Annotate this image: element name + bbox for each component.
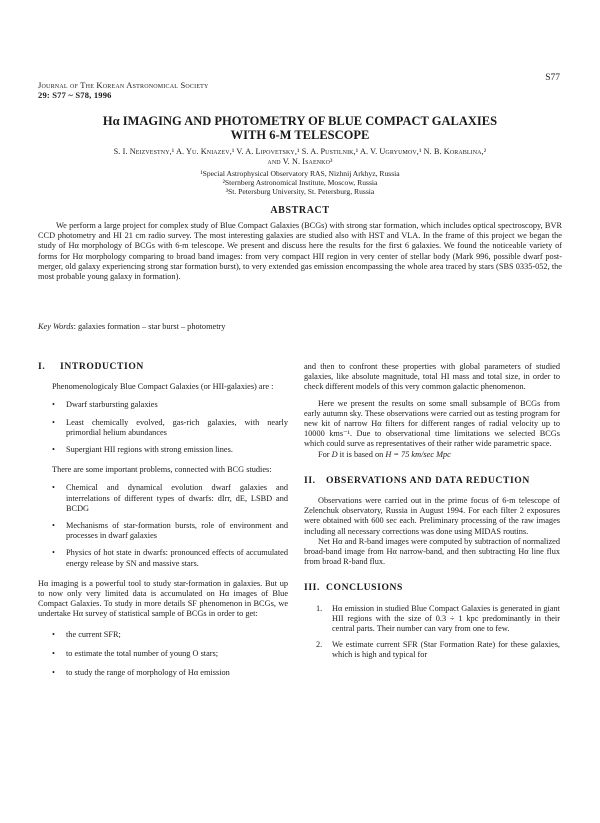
keywords: [38, 322, 225, 331]
list-item: 2. We estimate current SFR (Star Formation Rate) for these galaxies, which is high and typical for: [316, 640, 560, 660]
list-item: • Supergiant HII regions with strong emission lines.: [52, 445, 233, 455]
list-item: • to study the range of morphology of Hα emission: [52, 668, 230, 678]
keywords-label: Key Words: [38, 322, 74, 331]
affiliation: ¹Special Astrophysical Observatory RAS, Nizhnij Arkhyz, Russia: [200, 169, 400, 178]
bullet-list: [38, 483, 288, 568]
paragraph: and then to confront these properties with global parameters of studied galaxies, like absolute magnitude, total HI mass and total size, in order to check different models of this very common galactic phenomenon.: [304, 362, 560, 392]
paragraph: Hα imaging is a powerful tool to study star-formation in galaxies. But up to now only very limited data is accumulated on Hα images of Blue Compact Galaxies. To study in more details SF phenomenon in BCGs, we undertake Hα survey of statistical sample of BCGs in order to get:: [38, 578, 288, 619]
abstract-text: We perform a large project for complex study of Blue Compact Galaxies (BCGs) with strong star formation, which includes optical spectroscopy, BVR CCD photometry and HI 21 cm radio survey. The most interesting galaxies are studied also with HST and VLA. In the frame of this project we began the study of Hα morphology of BCGs with 6-m telescope. We present and discuss here the results for the first 6 galaxies. We found the noticeable variety of forms for Hα morphology comparing to broad band images: from very compact HII region in very center of stellar body (Mark 996, possible dwarf post-merger, old galaxy experiencing strong star formation burst), to very extended gas emission encompassing the whole area traced by stars (SBS 0335-052, the most probable young galaxy in formation).: [38, 221, 562, 282]
paper-title: Hα IMAGING AND PHOTOMETRY OF BLUE COMPACT GALAXIES WITH 6-M TELESCOPE: [102, 114, 498, 142]
section-heading-observations: II. OBSERVATIONS AND DATA REDUCTION: [304, 474, 530, 486]
list-item: • Dwarf starbursting galaxies: [52, 400, 158, 410]
author-list: S. I. Neizvestny,¹ A. Yu. Kniazev,¹ V. A. Lipovetsky,¹ S. A. Pustilnik,¹ A. V. Ugryumov,¹ N. B. Korablina,² and V. N. Isaenko³: [113, 147, 487, 166]
affiliation: ³St. Petersburg University, St. Petersburg, Russia: [225, 187, 375, 197]
affiliation: ²Sternberg Astronomical Institute, Moscow, Russia: [222, 178, 378, 188]
journal-header: [38, 80, 209, 100]
section-heading-conclusions: III. CONCLUSIONS: [304, 582, 403, 594]
keywords-text: : galaxies formation – star burst – photometry: [73, 322, 226, 331]
list-item: 1. Hα emission in studied Blue Compact Galaxies is generated in giant HII regions with the size of 0.3 ÷ 1 kpc predominantly in their central parts. Their number can vary from one to few.: [316, 603, 560, 634]
numbered-list: [304, 604, 560, 661]
list-item: • Physics of hot state in dwarfs: pronounced effects of accumulated energy release by SN and massive stars.: [52, 548, 288, 568]
list-item: • to estimate the total number of young O stars;: [52, 648, 219, 658]
list-item: • Mechanisms of star-formation bursts, role of environment and processes in dwarf galaxies: [52, 521, 288, 541]
page-number: S77: [545, 73, 560, 83]
bullet-list: [38, 630, 288, 679]
paragraph: Phenomenologicaly Blue Compact Galaxies (or HII-galaxies) are :: [52, 382, 274, 392]
journal-volume: 29: S77 ~ S78, 1996: [38, 90, 112, 100]
list-item: • Chemical and dynamical evolution dwarf galaxies and interrelations of different types of dwarfs: dIrr, dE, LSBD and BCDG: [52, 483, 288, 513]
bullet-list: [38, 400, 288, 455]
abstract-heading: ABSTRACT: [270, 205, 330, 216]
paragraph: Here we present the results on some small subsample of BCGs from early autumn sky. These observations were carried out as testing program for new kit of narrow Hα filters for different ranges of radial velocity up to 10000 kms⁻¹. Due to observational time limitations we selected BCGs which could surve as representatives of their rather wide parametric space.: [304, 398, 560, 449]
left-column: [38, 358, 288, 688]
paragraph: Net Hα and R-band images were computed by subtraction of normalized broad-band image from Hα narrow-band, and then subtracting Hα line flux from broad R-band flux.: [304, 536, 560, 567]
paragraph: For D it is based on H = 75 km/sec Mpc: [318, 449, 451, 459]
section-heading-introduction: I. INTRODUCTION: [38, 361, 144, 372]
list-item: • Least chemically evolved, gas-rich galaxies, with nearly primordial helium abundances: [52, 417, 288, 437]
paragraph: There are some important problems, connected with BCG studies:: [52, 465, 272, 475]
list-item: • the current SFR;: [52, 629, 121, 639]
journal-name: Journal of The Korean Astronomical Society: [38, 80, 209, 90]
right-column: [304, 362, 560, 667]
paragraph: Observations were carried out in the prime focus of 6-m telescope of Zelenchuk observatory, Russia in August 1994. For each filter 2 exposures were obtained with 600 sec each. Preliminary processing of the raw images including all necessary corrections was done using MIDAS routins.: [304, 496, 560, 536]
affiliations: [40, 169, 560, 197]
